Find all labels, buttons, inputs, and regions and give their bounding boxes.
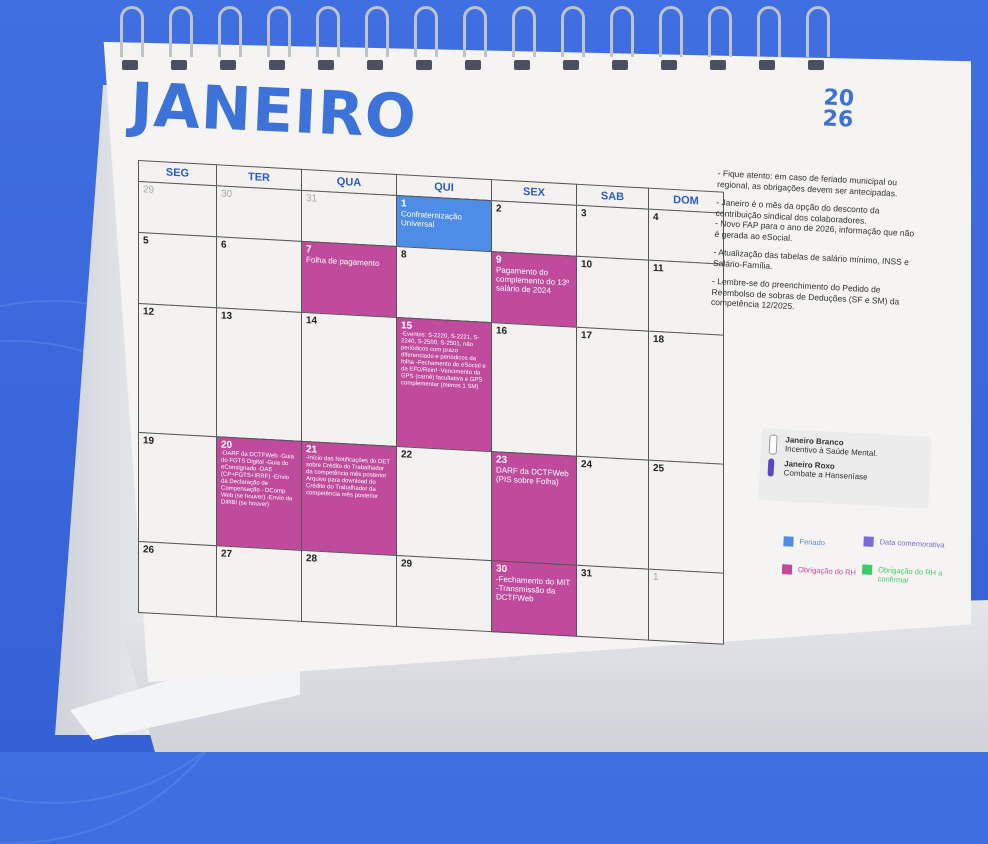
obligation-cell[interactable]: 15 -Eventos: S-2220, S-2221, S-2240, S-2500, S-2501, não periódicos com prazo diferenciado e periódicos da folha -Fechamento do eSocial e da EFD/Reinf -Vencimento da GPS (carnê) facultativa e GPS complementar (menos 1 SM) — [396, 317, 492, 452]
day-cell[interactable]: 25 — [648, 460, 724, 574]
legend-item: Obrigação do RH — [782, 564, 857, 578]
day-cell[interactable]: 2 — [491, 200, 577, 257]
day-cell[interactable]: 17 — [576, 327, 649, 461]
weekday-header: TER — [216, 164, 302, 191]
day-cell[interactable]: 11 — [648, 260, 724, 336]
day-cell[interactable]: 5 — [138, 232, 217, 308]
spiral-binding — [118, 4, 858, 84]
day-cell[interactable]: 14 — [301, 312, 397, 447]
day-cell[interactable]: 29 — [396, 555, 492, 632]
obligation-cell[interactable]: 23 DARF da DCTFWeb (PIS sobre Folha) — [491, 451, 577, 566]
day-cell[interactable]: 10 — [576, 256, 649, 332]
awareness-box: Janeiro Branco Incentivo à Saúde Mental. Janeiro Roxo Combate a Hanseníase — [758, 428, 932, 509]
day-cell[interactable]: 1 — [648, 569, 724, 645]
calendar-grid — [138, 160, 724, 660]
day-cell[interactable]: 27 — [216, 545, 302, 622]
holiday-cell[interactable]: 1 Confraternização Universal — [396, 195, 492, 252]
note: - Atualização das tabelas de salário mínimo, INSS e Salário-Família. — [712, 246, 910, 271]
weekday-header: QUA — [301, 169, 397, 196]
day-cell[interactable]: 18 — [648, 331, 724, 465]
obligation-cell[interactable]: 9 Pagamento do complemento do 13º salário de 2024 — [491, 251, 577, 328]
day-cell[interactable]: 31 — [576, 565, 649, 641]
weekday-header: QUI — [396, 174, 492, 201]
day-cell[interactable]: 4 — [648, 209, 724, 265]
day-cell[interactable]: 6 — [216, 236, 302, 313]
obligation-cell[interactable]: 21 -Início das Notificações do DET sobre Crédito do Trabalhador da competência mês posterior Arquivo para download do Crédito do Trabalhador da competência mês posterior — [301, 441, 397, 556]
purple-ribbon-icon — [765, 458, 776, 476]
white-ribbon-icon — [767, 434, 778, 452]
obligation-cell[interactable]: 30 -Fechamento do MIT -Transmissão da DCTFWeb — [491, 560, 577, 637]
obligation-cell[interactable]: 20 -DARF da DCTFWeb -Guia do FGTS Digital -Guia do eConsignado -DAE (CP+FGTS+IRRF) -Envio da Declaração de Compensação - DComp Web (se houver) -Envio da DIRBI (se houver) — [216, 436, 302, 551]
year-label: 20 26 — [822, 85, 855, 133]
day-cell[interactable]: 13 — [216, 307, 302, 442]
day-cell[interactable]: 24 — [576, 456, 649, 570]
weekday-header: SEX — [491, 179, 577, 206]
day-cell[interactable]: 31 — [301, 190, 397, 247]
day-cell[interactable]: 28 — [301, 550, 397, 627]
weekday-header: SEG — [138, 160, 217, 186]
legend-item: Feriado — [783, 536, 825, 548]
legend-item: Data comemorativa — [863, 536, 953, 551]
day-cell[interactable]: 22 — [396, 446, 492, 561]
note: - Lembre-se do preenchimento do Pedido de Reembolso de sobras de Deduções (SF e SM) da competência 12/2025. — [710, 275, 900, 312]
day-cell[interactable]: 3 — [576, 205, 649, 261]
legend-item: Obrigação do RH a confirmar — [861, 564, 952, 587]
day-cell[interactable]: 19 — [138, 432, 217, 546]
day-cell[interactable]: 26 — [138, 541, 217, 617]
month-title: JANEIRO — [128, 70, 419, 153]
day-cell[interactable]: 8 — [396, 246, 492, 323]
day-cell[interactable]: 29 — [138, 181, 217, 237]
weekday-header: SAB — [576, 184, 649, 210]
day-cell[interactable]: 12 — [138, 303, 217, 437]
legend — [777, 532, 960, 603]
day-cell[interactable]: 16 — [491, 322, 577, 457]
day-cell[interactable]: 30 — [216, 185, 302, 242]
note: - Fique atento: em caso de feriado municipal ou regional, as obrigações devem ser antecipadas. — [716, 168, 898, 198]
obligation-cell[interactable]: 7 Folha de pagamento — [301, 241, 397, 318]
note: - Janeiro é o mês da opção do desconto da contribuição sindical dos colaboradores. - Novo FAP para o ano de 2026, informação que não é gerada ao eSocial. — [714, 196, 915, 243]
notes-panel — [710, 168, 917, 326]
weekday-header: DOM — [648, 188, 724, 214]
